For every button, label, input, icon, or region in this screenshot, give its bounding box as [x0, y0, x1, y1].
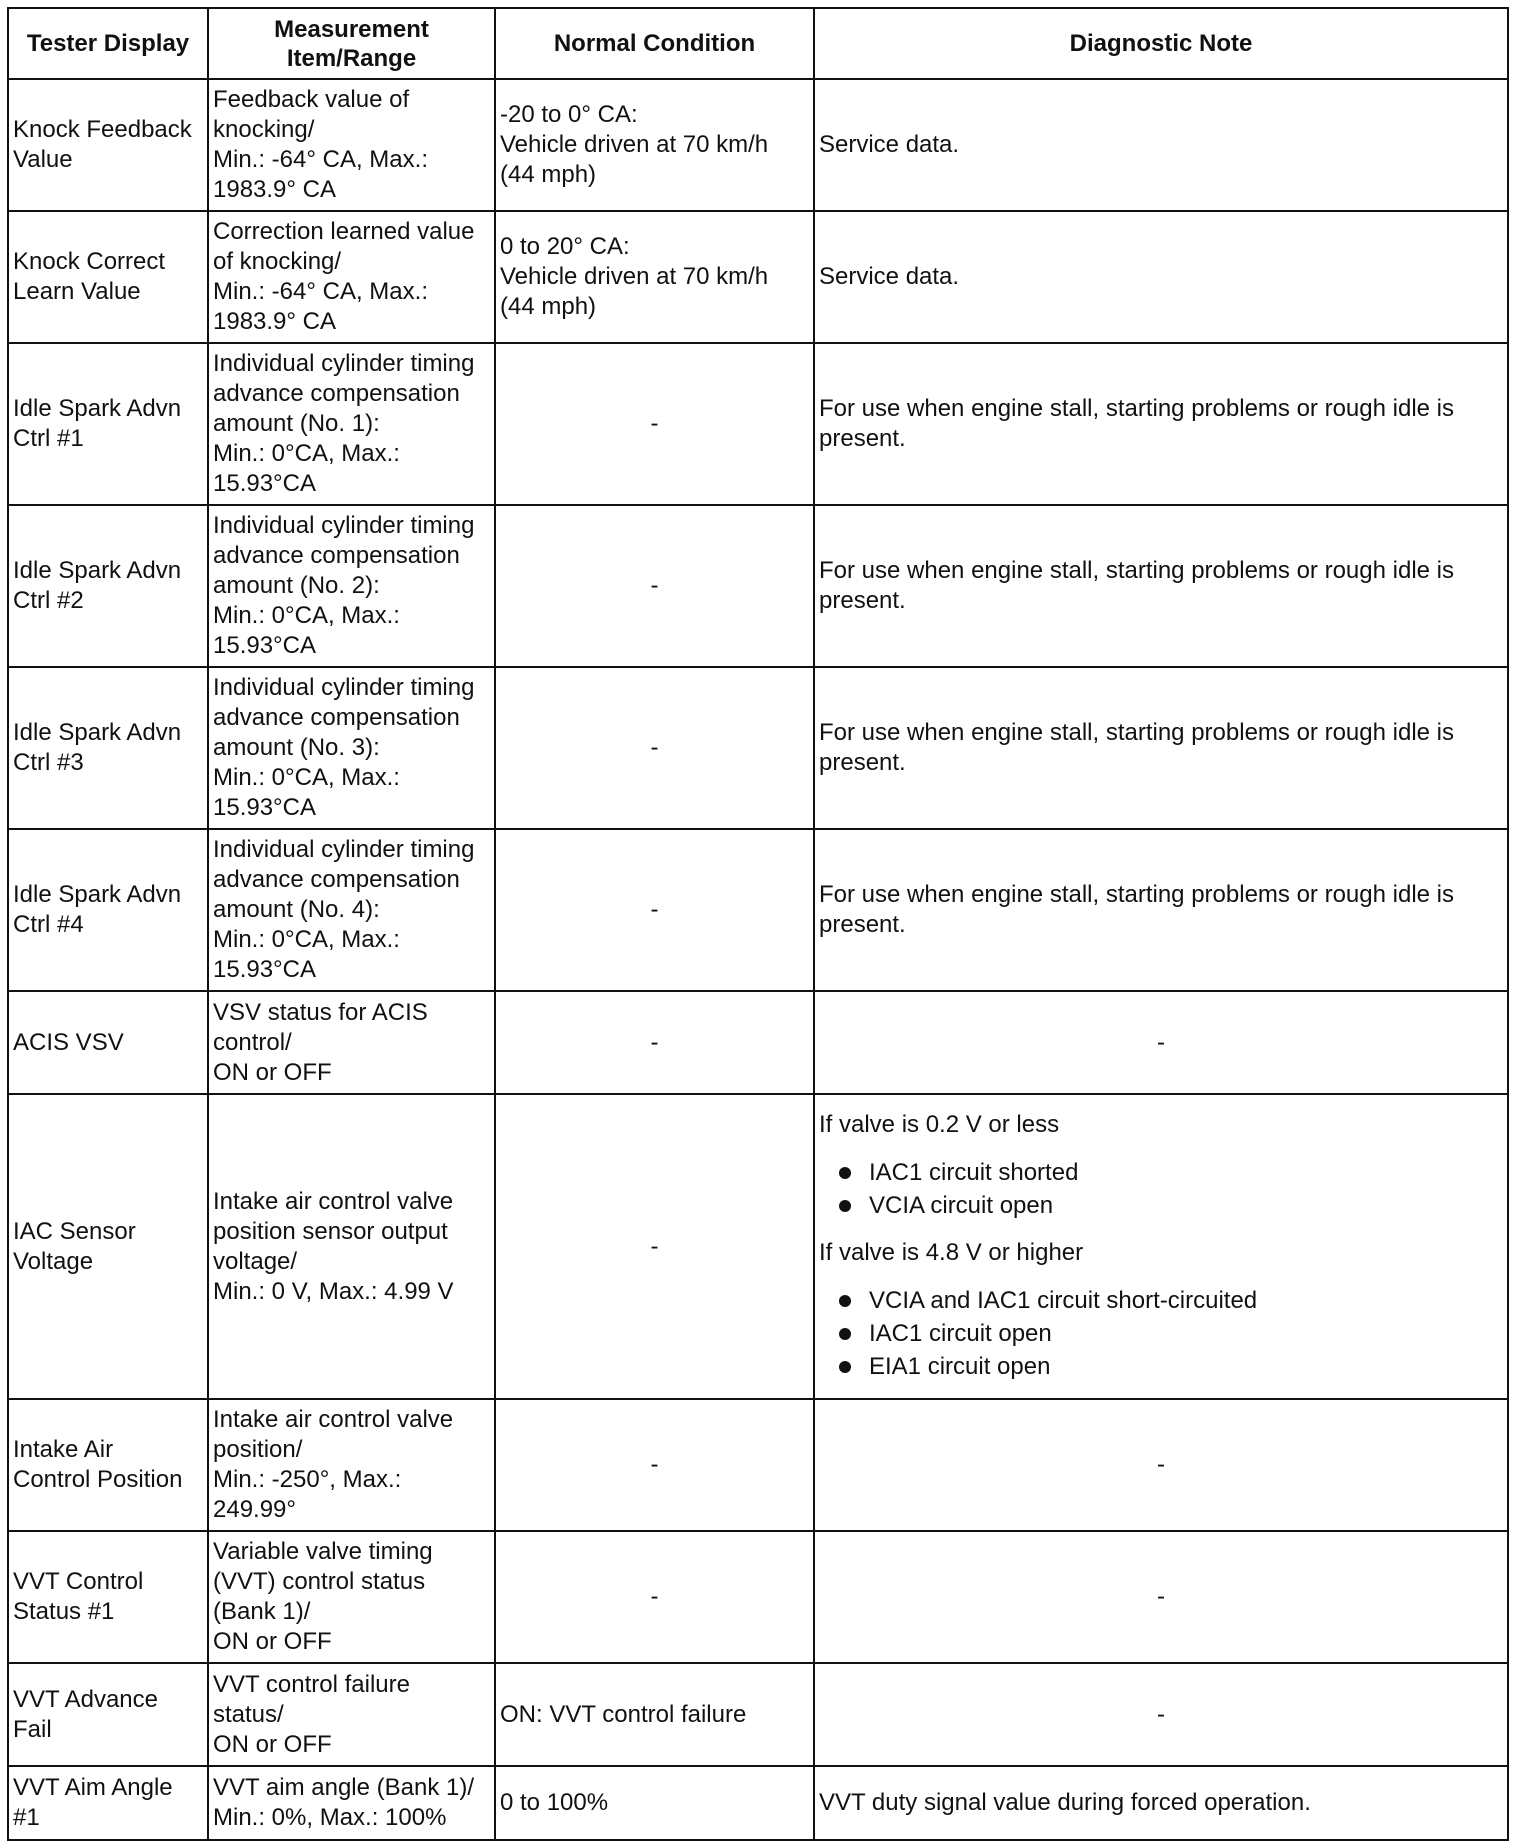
measurement-cell: Correction learned value of knocking/ Min.: -64° CA, Max.: 1983.9° CA — [208, 211, 495, 343]
header-tester-display: Tester Display — [8, 8, 208, 79]
table-row — [8, 343, 1508, 505]
low-voltage-cause-list — [819, 1156, 1503, 1222]
table-row — [8, 667, 1508, 829]
diagnostic-note-cell: - — [814, 1531, 1508, 1663]
tester-display-cell: IAC Sensor Voltage — [8, 1094, 208, 1399]
data-list-table — [7, 7, 1509, 1841]
diagnostic-note-cell: - — [814, 991, 1508, 1094]
measurement-cell: Individual cylinder timing advance compensation amount (No. 2): Min.: 0°CA, Max.: 15.93°CA — [208, 505, 495, 667]
tester-display-cell: VVT Aim Angle #1 — [8, 1766, 208, 1840]
normal-condition-cell: 0 to 100% — [495, 1766, 814, 1840]
tester-display-cell: VVT Advance Fail — [8, 1663, 208, 1766]
bullet-icon — [839, 1361, 851, 1373]
normal-condition-cell: - — [495, 991, 814, 1094]
measurement-cell: VVT control failure status/ ON or OFF — [208, 1663, 495, 1766]
tester-display-cell: Idle Spark Advn Ctrl #4 — [8, 829, 208, 991]
table-row — [8, 211, 1508, 343]
list-item: EIA1 circuit open — [839, 1350, 1503, 1383]
normal-condition-cell: - — [495, 667, 814, 829]
diagnostic-note-cell — [814, 1094, 1508, 1399]
diagnostic-note-cell: VVT duty signal value during forced operation. — [814, 1766, 1508, 1840]
normal-condition-cell: - — [495, 829, 814, 991]
table-row — [8, 505, 1508, 667]
header-normal-condition: Normal Condition — [495, 8, 814, 79]
normal-condition-cell: - — [495, 505, 814, 667]
list-item: IAC1 circuit shorted — [839, 1156, 1503, 1189]
table-row — [8, 79, 1508, 211]
list-item: VCIA and IAC1 circuit short-circuited — [839, 1284, 1503, 1317]
high-voltage-cause-list — [819, 1284, 1503, 1383]
measurement-cell: VSV status for ACIS control/ ON or OFF — [208, 991, 495, 1094]
normal-condition-cell: -20 to 0° CA: Vehicle driven at 70 km/h (44 mph) — [495, 79, 814, 211]
measurement-cell: Individual cylinder timing advance compensation amount (No. 1): Min.: 0°CA, Max.: 15.93°CA — [208, 343, 495, 505]
measurement-cell: Feedback value of knocking/ Min.: -64° CA, Max.: 1983.9° CA — [208, 79, 495, 211]
bullet-icon — [839, 1295, 851, 1307]
diagnostic-note-cell: Service data. — [814, 211, 1508, 343]
list-item: IAC1 circuit open — [839, 1317, 1503, 1350]
diagnostic-note-cell: For use when engine stall, starting problems or rough idle is present. — [814, 343, 1508, 505]
header-measurement-item-range: Measurement Item/Range — [208, 8, 495, 79]
table-row — [8, 1663, 1508, 1766]
normal-condition-cell: ON: VVT control failure — [495, 1663, 814, 1766]
table-row — [8, 829, 1508, 991]
measurement-cell: Intake air control valve position sensor output voltage/ Min.: 0 V, Max.: 4.99 V — [208, 1094, 495, 1399]
measurement-cell: VVT aim angle (Bank 1)/ Min.: 0%, Max.: 100% — [208, 1766, 495, 1840]
list-item: VCIA circuit open — [839, 1189, 1503, 1222]
note-high-voltage-heading: If valve is 4.8 V or higher — [819, 1239, 1084, 1266]
diagnostic-note-cell: - — [814, 1399, 1508, 1531]
tester-display-cell: Idle Spark Advn Ctrl #1 — [8, 343, 208, 505]
header-row — [8, 8, 1508, 79]
table-row — [8, 1094, 1508, 1399]
tester-display-cell: Knock Feedback Value — [8, 79, 208, 211]
tester-display-cell: Idle Spark Advn Ctrl #3 — [8, 667, 208, 829]
diagnostic-note-cell: Service data. — [814, 79, 1508, 211]
diagnostic-note-cell: - — [814, 1663, 1508, 1766]
bullet-icon — [839, 1328, 851, 1340]
tester-display-cell: Idle Spark Advn Ctrl #2 — [8, 505, 208, 667]
diagnostic-note-cell: For use when engine stall, starting problems or rough idle is present. — [814, 667, 1508, 829]
normal-condition-cell: - — [495, 1531, 814, 1663]
measurement-cell: Intake air control valve position/ Min.: -250°, Max.: 249.99° — [208, 1399, 495, 1531]
bullet-icon — [839, 1200, 851, 1212]
normal-condition-cell: - — [495, 343, 814, 505]
tester-display-cell: Intake Air Control Position — [8, 1399, 208, 1531]
tester-display-cell: VVT Control Status #1 — [8, 1531, 208, 1663]
table-row — [8, 991, 1508, 1094]
measurement-cell: Variable valve timing (VVT) control status (Bank 1)/ ON or OFF — [208, 1531, 495, 1663]
table-row — [8, 1399, 1508, 1531]
normal-condition-cell: - — [495, 1094, 814, 1399]
header-diagnostic-note: Diagnostic Note — [814, 8, 1508, 79]
note-low-voltage-heading: If valve is 0.2 V or less — [819, 1111, 1060, 1138]
measurement-cell: Individual cylinder timing advance compensation amount (No. 4): Min.: 0°CA, Max.: 15.93°CA — [208, 829, 495, 991]
normal-condition-cell: 0 to 20° CA: Vehicle driven at 70 km/h (44 mph) — [495, 211, 814, 343]
normal-condition-cell: - — [495, 1399, 814, 1531]
tester-display-cell: Knock Correct Learn Value — [8, 211, 208, 343]
table-row — [8, 1531, 1508, 1663]
measurement-cell: Individual cylinder timing advance compensation amount (No. 3): Min.: 0°CA, Max.: 15.93°CA — [208, 667, 495, 829]
diagnostic-note-cell: For use when engine stall, starting problems or rough idle is present. — [814, 829, 1508, 991]
table-row — [8, 1766, 1508, 1840]
tester-display-cell: ACIS VSV — [8, 991, 208, 1094]
diagnostic-note-cell: For use when engine stall, starting problems or rough idle is present. — [814, 505, 1508, 667]
bullet-icon — [839, 1167, 851, 1179]
